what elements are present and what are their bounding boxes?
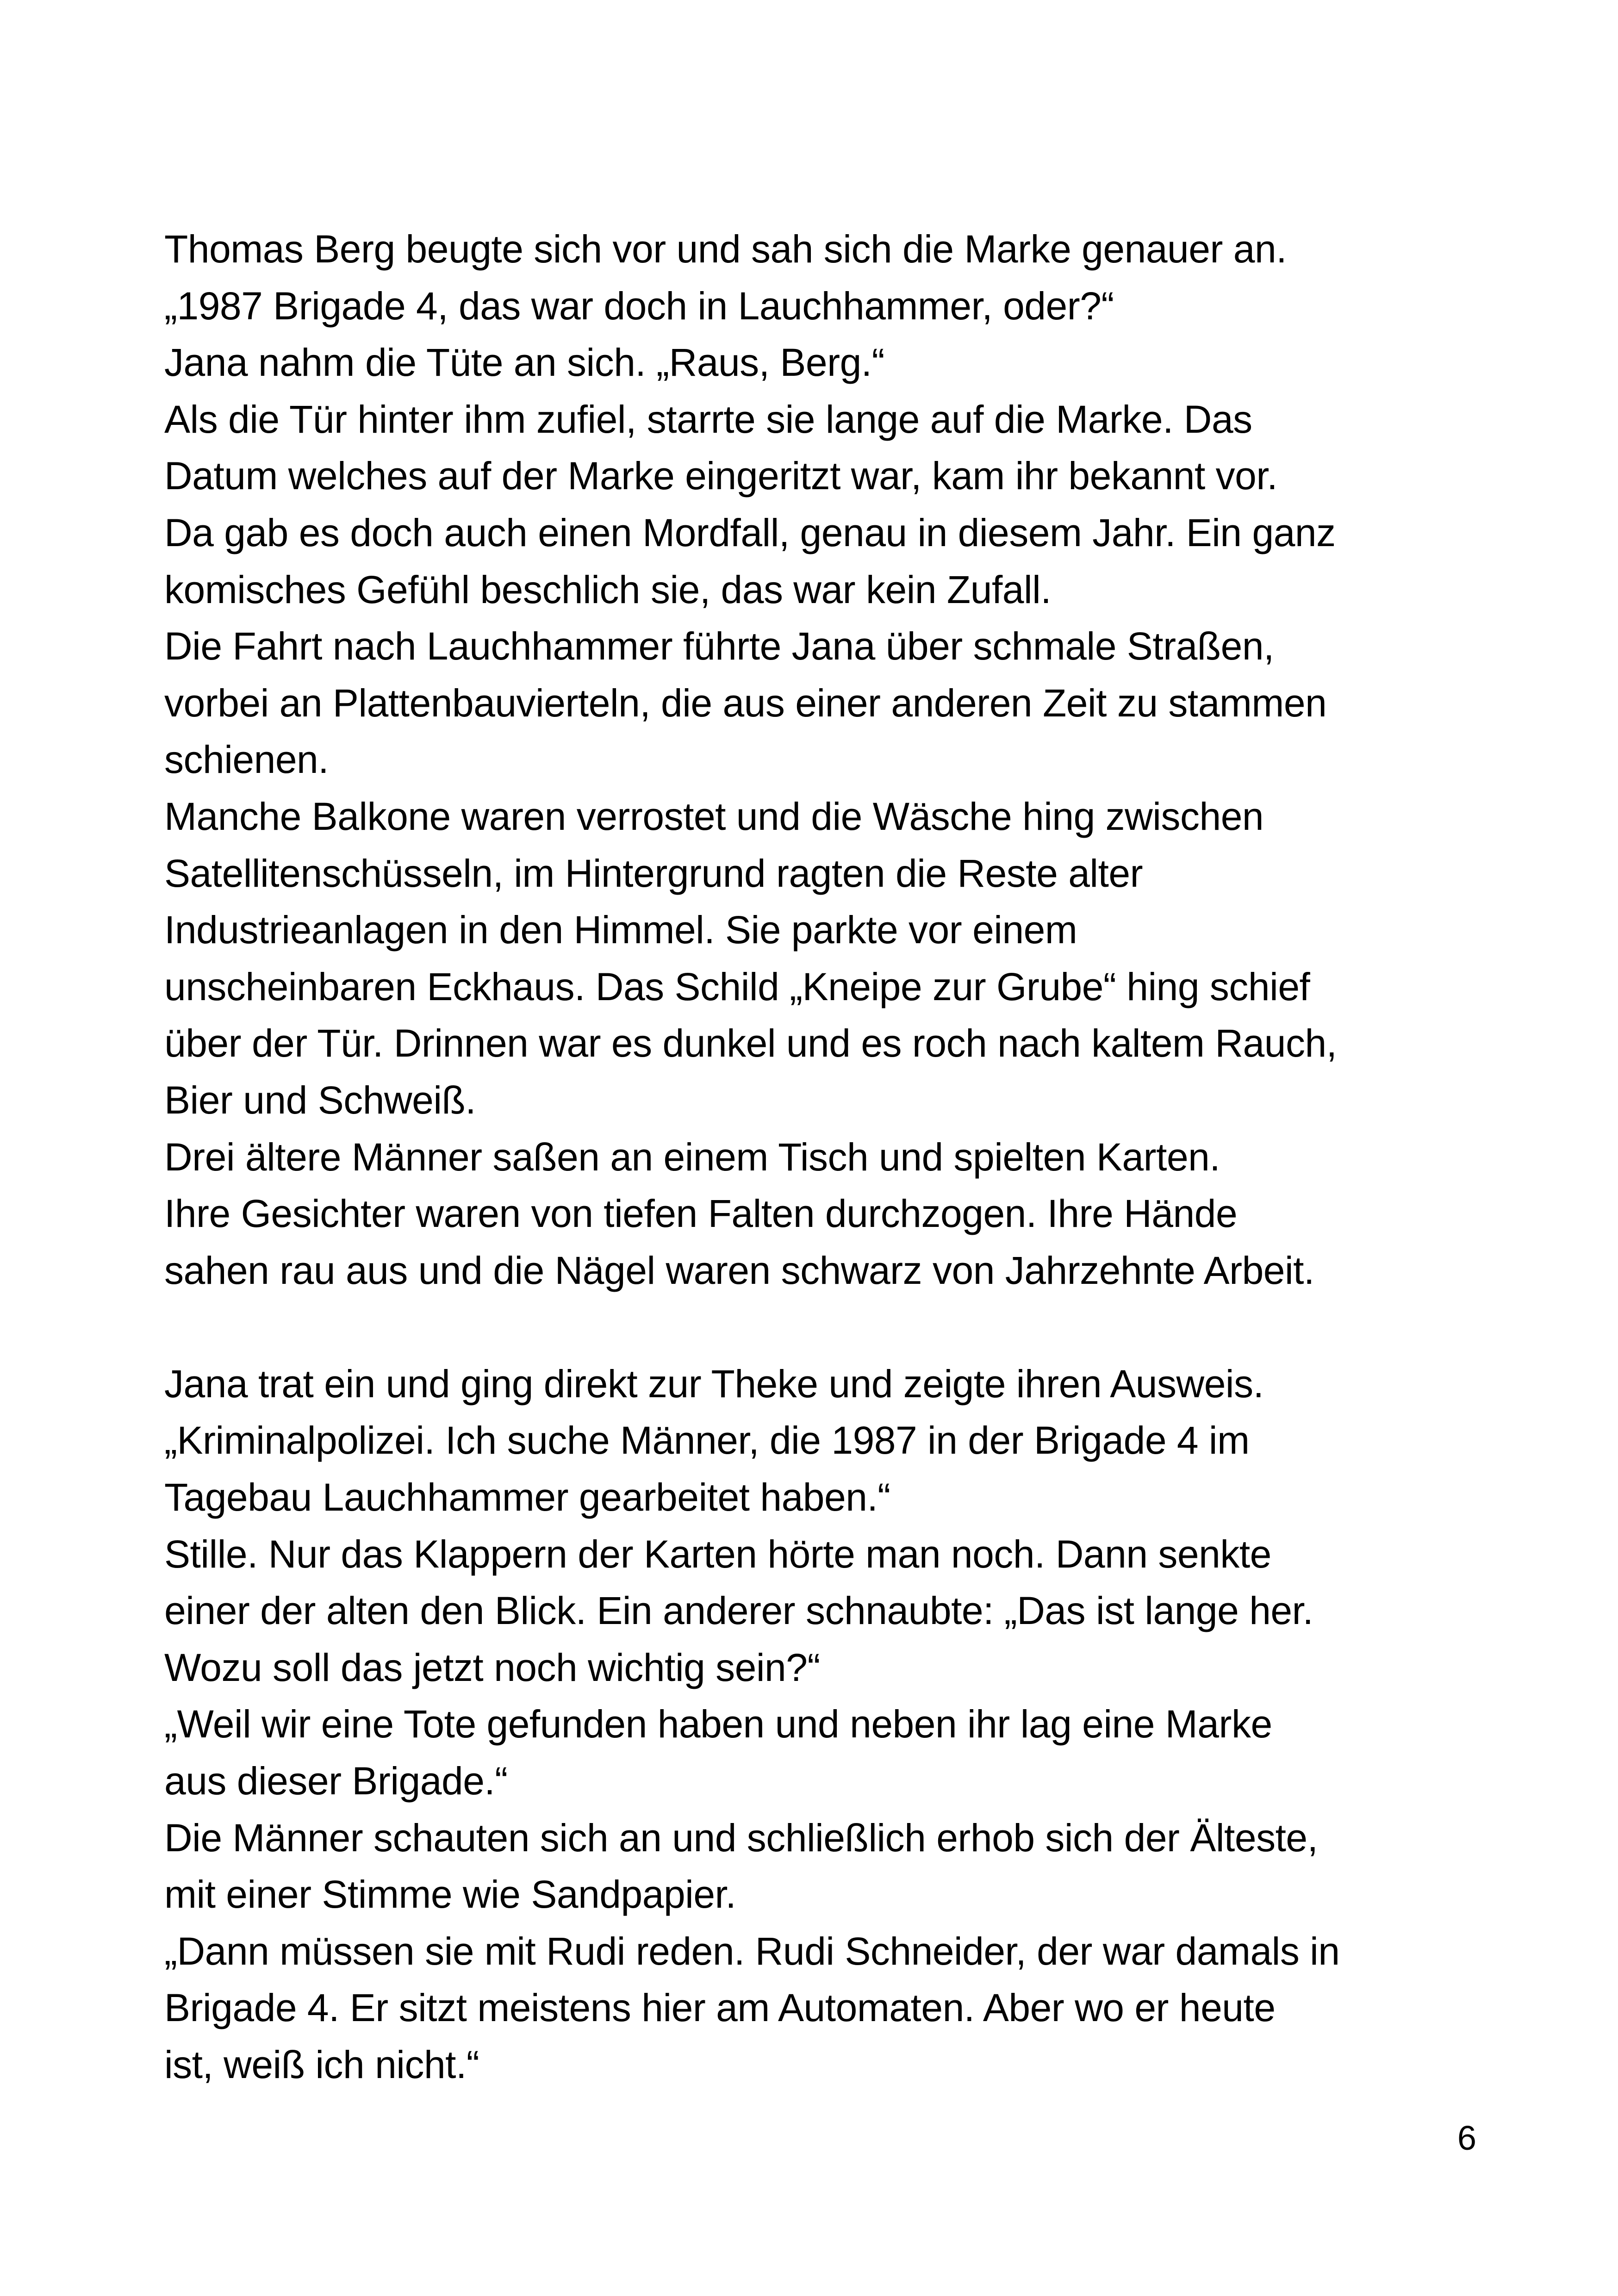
text-line: „Kriminalpolizei. Ich suche Männer, die 1987 in der Brigade 4 im <box>164 1419 1250 1462</box>
text-line: Industrieanlagen in den Himmel. Sie parkte vor einem <box>164 908 1077 952</box>
text-line: Ihre Gesichter waren von tiefen Falten durchzogen. Ihre Hände <box>164 1192 1238 1236</box>
text-line: Wozu soll das jetzt noch wichtig sein?“ <box>164 1645 820 1689</box>
text-line: sahen rau aus und die Nägel waren schwarz von Jahrzehnte Arbeit. <box>164 1248 1314 1292</box>
text-line: einer der alten den Blick. Ein anderer schnaubte: „Das ist lange her. <box>164 1589 1313 1633</box>
text-line: Brigade 4. Er sitzt meistens hier am Automaten. Aber wo er heute <box>164 1986 1276 2030</box>
text-line: „Dann müssen sie mit Rudi reden. Rudi Schneider, der war damals in <box>164 1929 1340 1973</box>
paragraph <box>164 221 1506 1299</box>
text-line: Drei ältere Männer saßen an einem Tisch und spielten Karten. <box>164 1135 1220 1179</box>
text-line: Tagebau Lauchhammer gearbeitet haben.“ <box>164 1475 890 1519</box>
text-line: Da gab es doch auch einen Mordfall, genau in diesem Jahr. Ein ganz <box>164 510 1336 554</box>
text-line: aus dieser Brigade.“ <box>164 1759 508 1803</box>
text-line: Die Fahrt nach Lauchhammer führte Jana über schmale Straßen, <box>164 624 1274 668</box>
text-line: Bier und Schweiß. <box>164 1078 476 1122</box>
text-line: „1987 Brigade 4, das war doch in Lauchhammer, oder?“ <box>164 284 1114 328</box>
body-text <box>164 221 1506 2093</box>
text-line: über der Tür. Drinnen war es dunkel und es roch nach kaltem Rauch, <box>164 1021 1337 1065</box>
paragraph <box>164 1356 1506 2093</box>
text-line: unscheinbaren Eckhaus. Das Schild „Kneipe zur Grube“ hing schief <box>164 964 1310 1008</box>
text-line: Jana nahm die Tüte an sich. „Raus, Berg.“ <box>164 341 885 385</box>
text-line: schienen. <box>164 738 329 782</box>
text-line: mit einer Stimme wie Sandpapier. <box>164 1873 736 1916</box>
text-line: komisches Gefühl beschlich sie, das war kein Zufall. <box>164 567 1052 611</box>
text-line: Manche Balkone waren verrostet und die Wäsche hing zwischen <box>164 794 1264 838</box>
text-line: Jana trat ein und ging direkt zur Theke und zeigte ihren Ausweis. <box>164 1362 1264 1406</box>
text-line: Thomas Berg beugte sich vor und sah sich die Marke genauer an. <box>164 227 1287 271</box>
text-line: Satellitenschüsseln, im Hintergrund ragten die Reste alter <box>164 851 1143 895</box>
text-line: vorbei an Plattenbauvierteln, die aus einer anderen Zeit zu stammen <box>164 681 1327 725</box>
text-line: „Weil wir eine Tote gefunden haben und neben ihr lag eine Marke <box>164 1702 1272 1746</box>
text-line: ist, weiß ich nicht.“ <box>164 2043 479 2086</box>
text-line: Stille. Nur das Klappern der Karten hörte man noch. Dann senkte <box>164 1532 1271 1576</box>
text-line: Die Männer schauten sich an und schließlich erhob sich der Älteste, <box>164 1816 1318 1860</box>
text-line: Datum welches auf der Marke eingeritzt war, kam ihr bekannt vor. <box>164 454 1278 498</box>
paragraph-spacer <box>164 1299 1506 1356</box>
page-number: 6 <box>1457 2119 1476 2157</box>
text-line: Als die Tür hinter ihm zufiel, starrte sie lange auf die Marke. Das <box>164 397 1252 441</box>
